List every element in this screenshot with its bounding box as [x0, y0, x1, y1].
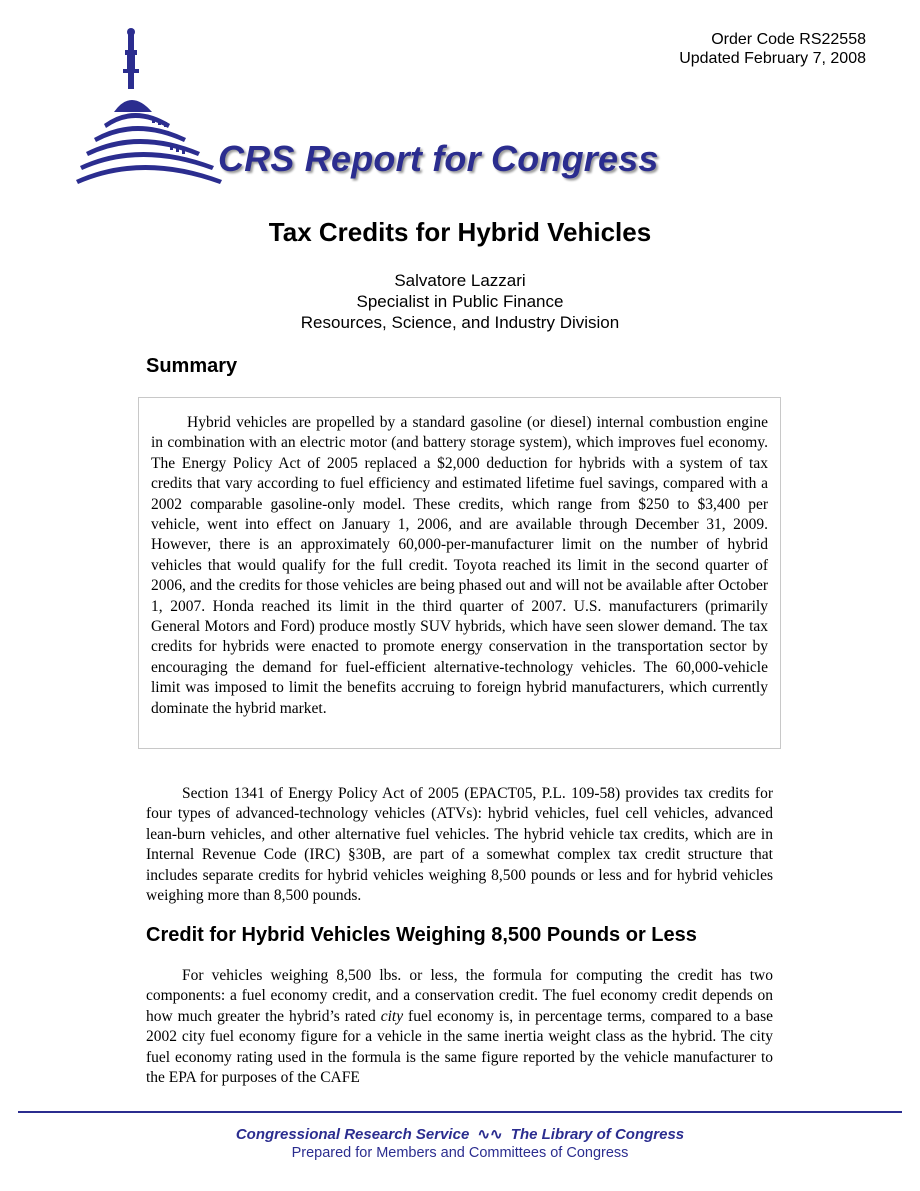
- author-block: [0, 270, 920, 333]
- summary-box: [138, 397, 781, 749]
- author-division: Resources, Science, and Industry Division: [300, 313, 620, 332]
- author-position: Specialist in Public Finance: [356, 292, 564, 311]
- capitol-dome-logo-icon: [74, 26, 224, 188]
- credit-paragraph-part-2: fuel economy is, in percentage terms, compared to a base 2002 city fuel economy figure for a vehicle in the same inertia weight class as the hybrid. The city fuel economy rating used in the formula is the same figure reported by the vehicle manufacturer to the EPA for purposes of the CAFE: [146, 1007, 773, 1087]
- section-heading: Credit for Hybrid Vehicles Weighing 8,500 Pounds or Less: [146, 924, 697, 946]
- credit-paragraph-emphasis: city: [380, 1007, 404, 1025]
- footer-org: Congressional Research Service: [235, 1126, 470, 1143]
- document-title: Tax Credits for Hybrid Vehicles: [268, 217, 652, 247]
- summary-text: Hybrid vehicles are propelled by a standard gasoline (or diesel) internal combustion engine in combination with an electric motor (and battery storage system), which improves fuel economy. The Energy Policy Act of 2005 replaced a $2,000 deduction for hybrids with a system of tax credits that vary according to fuel efficiency and estimated lifetime fuel savings, compared with a 2002 comparable gasoline-only model. These credits, which range from $250 to $3,400 per vehicle, went into effect on January 1, 2006, and are available through December 31, 2009. However, there is an approximately 60,000-per-manufacturer limit on the number of hybrid vehicles that would qualify for the full credit. Toyota reached its limit in the second quarter of 2006, and the credits for those vehicles are being phased out and will not be available after October 1, 2007. Honda reached its limit in the third quarter of 2007. U.S. manufacturers (primarily General Motors and Ford) produce mostly SUV hybrids, which have seen slower demand. The tax credits for hybrids were enacted to promote energy conservation in the transportation sector by encouraging the demand for fuel-efficient alternative-technology vehicles. The 60,000-vehicle limit was imposed to limit the benefits accruing to foreign hybrid manufacturers, which currently dominate the hybrid market.: [151, 414, 768, 717]
- crs-report-title: CRS Report for Congress: [218, 138, 659, 179]
- credit-paragraph: [146, 966, 773, 1088]
- footer-prepared: Prepared for Members and Committees of Congress: [291, 1145, 629, 1161]
- updated-date: Updated February 7, 2008: [679, 50, 866, 67]
- footer-divider: [18, 1111, 902, 1113]
- ornament-icon: ∿∿: [477, 1126, 503, 1143]
- credit-paragraph-part-1: For vehicles weighing 8,500 lbs. or less, the formula for computing the credit has two components: a fuel economy credit, and a conservation credit. The fuel economy credit depends on how much greater the hybrid’s rated: [146, 967, 773, 1025]
- order-code-block: [679, 30, 866, 68]
- intro-paragraph: Section 1341 of Energy Policy Act of 2005 (EPACT05, P.L. 109-58) provides tax credits for four types of advanced-technology vehicles (ATVs): hybrid vehicles, fuel cell vehicles, advanced lean-burn vehicles, and other alternative fuel vehicles. The hybrid vehicle tax credits, which are in Internal Revenue Code (IRC) §30B, are part of a somewhat complex tax credit structure that includes separate credits for hybrid vehicles weighing 8,500 pounds or less and for hybrid vehicles weighing more than 8,500 pounds.: [146, 785, 773, 905]
- summary-heading: Summary: [146, 355, 238, 377]
- author-name: Salvatore Lazzari: [394, 271, 526, 290]
- footer-library: The Library of Congress: [510, 1126, 685, 1143]
- order-code: Order Code RS22558: [711, 31, 866, 48]
- footer-org-line: [0, 1125, 920, 1143]
